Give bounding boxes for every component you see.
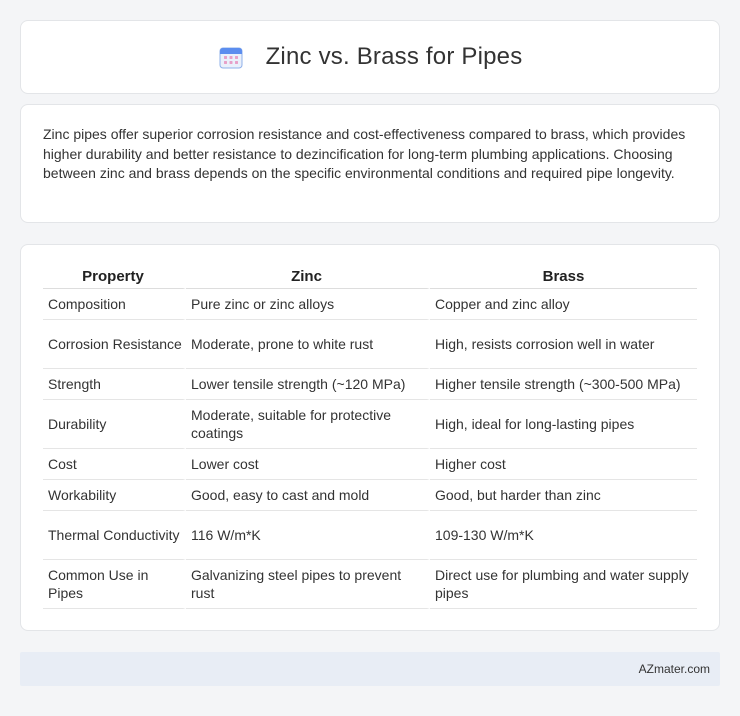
table-row <box>43 320 697 369</box>
table-row <box>43 511 697 560</box>
title-card <box>20 20 720 94</box>
row-zinc: Lower cost <box>186 449 430 480</box>
row-property: Corrosion Resistance <box>43 320 186 369</box>
row-brass: Direct use for plumbing and water supply pipes <box>430 560 697 609</box>
footer-site-link[interactable]: AZmater.com <box>638 662 710 676</box>
row-property: Strength <box>43 369 186 400</box>
table-row <box>43 560 697 609</box>
header-property: Property <box>43 265 186 289</box>
row-property: Cost <box>43 449 186 480</box>
header-brass: Brass <box>430 265 697 289</box>
footer <box>20 652 720 686</box>
row-brass: High, ideal for long-lasting pipes <box>430 400 697 449</box>
row-brass: 109-130 W/m*K <box>430 511 697 560</box>
comparison-table-card <box>20 244 720 631</box>
row-zinc: Moderate, prone to white rust <box>186 320 430 369</box>
intro-card <box>20 104 720 223</box>
row-property: Durability <box>43 400 186 449</box>
row-brass: Higher tensile strength (~300-500 MPa) <box>430 369 697 400</box>
intro-text: Zinc pipes offer superior corrosion resistance and cost-effectiveness compared to brass, which provides higher durability and better resistance to dezincification for long-term plumbing applications. Choosing between zinc and brass depends on the specific environmental conditions and required pipe longevity. <box>43 126 686 181</box>
header-zinc: Zinc <box>186 265 430 289</box>
row-brass: Good, but harder than zinc <box>430 480 697 511</box>
page-title: Zinc vs. Brass for Pipes <box>265 43 523 70</box>
row-zinc: Lower tensile strength (~120 MPa) <box>186 369 430 400</box>
comparison-table <box>43 265 697 609</box>
row-brass: Copper and zinc alloy <box>430 289 697 320</box>
table-row <box>43 369 697 400</box>
calendar-icon <box>218 44 244 70</box>
row-property: Common Use in Pipes <box>43 560 186 609</box>
row-zinc: Pure zinc or zinc alloys <box>186 289 430 320</box>
row-zinc: Galvanizing steel pipes to prevent rust <box>186 560 430 609</box>
row-zinc: Moderate, suitable for protective coatings <box>186 400 430 449</box>
table-header-row <box>43 265 697 289</box>
table-row <box>43 289 697 320</box>
row-brass: High, resists corrosion well in water <box>430 320 697 369</box>
row-zinc: Good, easy to cast and mold <box>186 480 430 511</box>
row-brass: Higher cost <box>430 449 697 480</box>
table-row <box>43 480 697 511</box>
row-property: Thermal Conductivity <box>43 511 186 560</box>
row-property: Composition <box>43 289 186 320</box>
row-property: Workability <box>43 480 186 511</box>
table-row <box>43 400 697 449</box>
row-zinc: 116 W/m*K <box>186 511 430 560</box>
table-row <box>43 449 697 480</box>
